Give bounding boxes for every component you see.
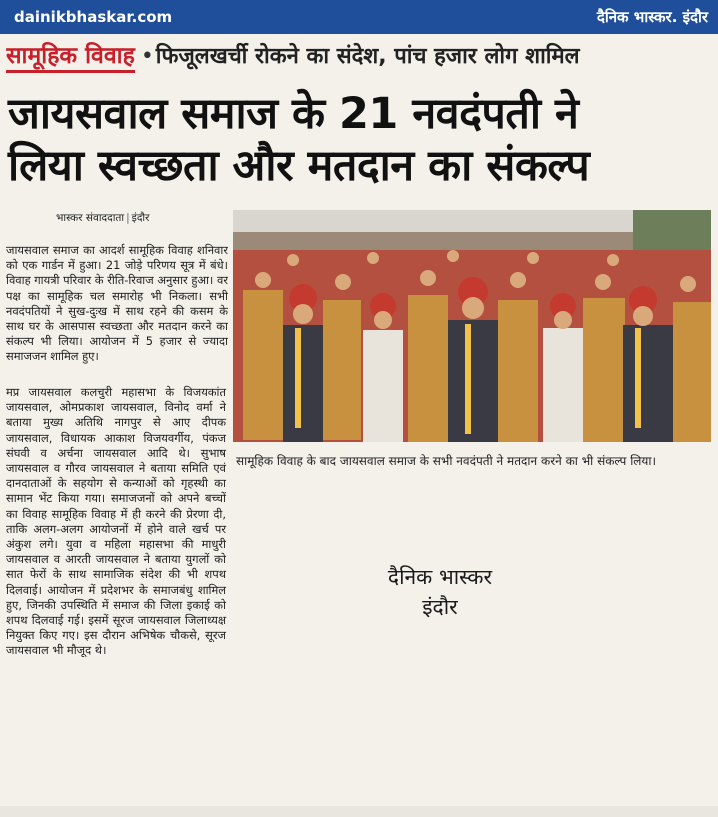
byline-separator: |	[126, 212, 130, 224]
masthead-separator: .	[671, 8, 678, 26]
headline-line-2: लिया स्वच्छता और मतदान का संकल्प	[8, 141, 590, 191]
headline	[8, 88, 712, 192]
byline-city: इंदौर	[131, 212, 150, 224]
photo-illustration	[233, 210, 711, 442]
watermark-line-1: दैनिक भास्कर	[387, 565, 493, 589]
site-url[interactable]: dainikbhaskar.com	[14, 8, 173, 26]
headline-line-1: जायसवाल समाज के 21 नवदंपती ने	[8, 89, 579, 139]
deck-text: फिजूलखर्ची रोकने का संदेश, पांच हजार लोग शामिल	[155, 44, 580, 69]
masthead-city: इंदौर	[682, 8, 708, 26]
section-kicker: सामूहिक विवाह	[6, 42, 135, 73]
byline	[56, 211, 149, 225]
photo-caption: सामूहिक विवाह के बाद जायसवाल समाज के सभी नवदंपती ने मतदान करने का भी संकल्प लिया।	[236, 454, 657, 468]
paper-name: दैनिक भास्कर	[596, 8, 672, 26]
article-paragraph-1: जायसवाल समाज का आदर्श सामूहिक विवाह शनिवार को एक गार्डन में हुआ। 21 जोड़े परिणय सूत्र में बंधे। विवाह गायत्री परिवार के रीति-रिवाज अनुसार हुआ। वर पक्ष का सामूहिक चल समारोह भी निकला। सभी नवदंपतियों ने सुख-दुःख में साथ रहने की कसम के साथ घर के आसपास स्वच्छता और मतदान करने का संकल्प भी लिया। आयोजन में 5 हजार से ज्यादा समाजजन शामिल हुए।	[6, 243, 228, 364]
page-bottom-edge	[0, 806, 718, 817]
wedding-group-photo	[233, 210, 711, 442]
masthead-paper-name	[597, 7, 708, 27]
article-body	[6, 243, 228, 803]
watermark-line-2: इंदौर	[422, 595, 458, 619]
article-paragraph-2: मप्र जायसवाल कलचुरी महासभा के विजयकांत जायसवाल, ओमप्रकाश जायसवाल, विनोद वर्मा ने बताया मुख्य अतिथि नागपुर से आए दीपक जायसवाल, विधायक आकाश विजयवर्गीय, पंकज संघवी व अर्चना जायसवाल आदि थे। सुभाष जायसवाल व गौरव जायसवाल ने बताया समिति एवं दानदाताओं के सहयोग से कन्याओं को गृहस्थी का सामान भेंट किया गया। समाजजनों को अपने बच्चों का विवाह सामूहिक विवाह में ही करने की प्रेरणा दी, ताकि अलग-अलग आयोजनों में होने वाले खर्च पर अंकुश लगे। युवा व महिला महासभा की माधुरी जायसवाल व आरती जायसवाल ने बताया युगलों को सात फेरों के साथ सामाजिक संदेश की भी शपथ दिलवाई। आयोजन में प्रदेशभर के समाजबंधु शामिल हुए, जिनकी उपस्थिति में समाज की जिला इकाई को शपथ दिलवाई गई। इसमें सूरज जायसवाल जिलाध्यक्ष नियुक्त किए गए। इस दौरान अभिषेक चौकसे, सूरज जायसवाल भी मौजूद थे।	[6, 385, 226, 658]
masthead-bar	[0, 0, 718, 34]
kicker-row	[6, 40, 712, 74]
byline-author: भास्कर संवाददाता	[56, 212, 125, 224]
bullet-icon: •	[140, 44, 154, 69]
watermark	[350, 562, 530, 622]
